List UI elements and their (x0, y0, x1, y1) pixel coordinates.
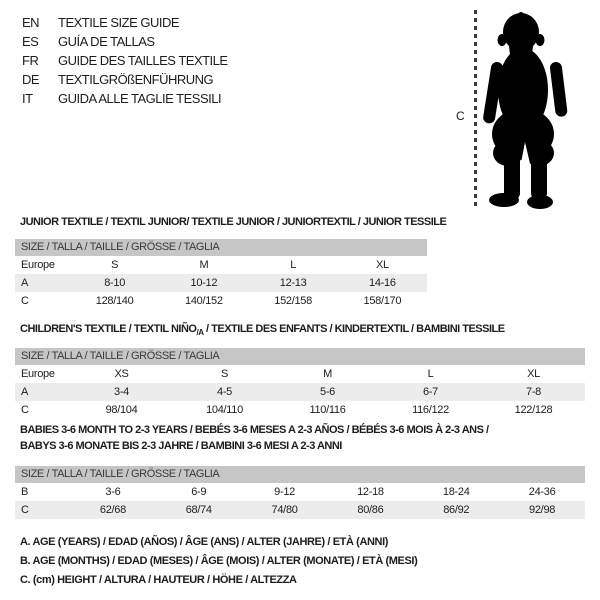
table-cell: 5-6 (320, 386, 335, 398)
language-label: GUÍA DE TALLAS (58, 34, 155, 49)
table-cell: 14-16 (369, 277, 396, 289)
table-cell: 98/104 (105, 404, 138, 416)
table-cell: 158/170 (363, 295, 402, 307)
table-cell: 6-7 (423, 386, 438, 398)
table-cell: 6-9 (191, 486, 207, 498)
row-label-cell: B (21, 486, 29, 498)
table-cell: M (199, 259, 209, 271)
table-row (15, 483, 585, 501)
footnote-b: B. AGE (MONTHS) / EDAD (MESES) / ÂGE (MOIS) / ALTER (MONATE) / ETÀ (MESI) (20, 555, 418, 567)
language-row (22, 32, 228, 51)
table-cell: 12-13 (279, 277, 307, 289)
table-cell: 3-4 (114, 386, 129, 398)
language-code: EN (22, 15, 40, 30)
row-label-cell: A (21, 386, 29, 398)
row-label-cell: A (21, 277, 29, 289)
junior-section-title: JUNIOR TEXTILE / TEXTIL JUNIOR/ TEXTILE JUNIOR / JUNIORTEXTIL / JUNIOR TESSILE (20, 216, 447, 228)
table-cell: 110/116 (309, 404, 346, 416)
table-cell: 18-24 (442, 486, 470, 498)
table-cell: 80/86 (357, 504, 384, 516)
size-header-bar: SIZE / TALLA / TAILLE / GRÖSSE / TAGLIA (15, 239, 427, 256)
table-cell: 9-12 (274, 486, 295, 498)
table-cell: XL (527, 368, 540, 380)
table-cell: 128/140 (95, 295, 134, 307)
language-label: GUIDA ALLE TAGLIE TESSILI (58, 91, 222, 106)
table-cell: M (323, 368, 332, 380)
table-cell: 62/68 (99, 504, 126, 516)
table-cell: 7-8 (526, 386, 541, 398)
language-row (22, 51, 228, 70)
table-row (15, 292, 427, 310)
babies-size-table (15, 466, 585, 519)
table-cell: 4-5 (217, 386, 232, 398)
junior-table (15, 256, 427, 310)
table-cell: 104/110 (206, 404, 243, 416)
table-cell: L (290, 259, 297, 271)
children-title-subscript: /A (196, 328, 204, 338)
table-row (15, 256, 427, 274)
language-list (22, 13, 228, 108)
language-label: GUIDE DES TAILLES TEXTILE (58, 53, 228, 68)
table-cell: 140/152 (185, 295, 223, 307)
children-title-text: CHILDREN'S TEXTILE / TEXTIL NIÑO (20, 323, 197, 335)
children-size-table (15, 348, 585, 419)
table-row (15, 501, 585, 519)
row-label-cell: Europe (21, 259, 55, 271)
table-cell: 116/122 (412, 404, 449, 416)
size-header-bar: SIZE / TALLA / TAILLE / GRÖSSE / TAGLIA (15, 348, 585, 365)
table-cell: S (220, 368, 229, 380)
language-code: IT (22, 91, 33, 106)
table-cell: 122/128 (514, 404, 553, 416)
size-header-bar: SIZE / TALLA / TAILLE / GRÖSSE / TAGLIA (15, 466, 585, 483)
language-code: FR (22, 53, 39, 68)
row-label-cell: C (21, 504, 29, 516)
children-section-title (20, 323, 505, 337)
children-table (15, 365, 585, 419)
row-label-cell: C (21, 404, 29, 416)
language-label: TEXTILE SIZE GUIDE (58, 15, 180, 30)
footnote-c: C. (cm) HEIGHT / ALTURA / HAUTEUR / HÖHE / ALTEZZA (20, 574, 297, 586)
row-label-cell: Europe (21, 368, 55, 380)
table-cell: 92/98 (529, 504, 556, 516)
junior-size-table (15, 239, 427, 310)
table-cell: 86/92 (443, 504, 470, 516)
footnote-a: A. AGE (YEARS) / EDAD (AÑOS) / ÂGE (ANS) / ALTER (JAHRE) / ETÀ (ANNI) (20, 536, 388, 548)
table-row (15, 365, 585, 383)
babies-section-title-line2: BABYS 3-6 MONATE BIS 2-3 JAHRE / BAMBINI 3-6 MESI A 2-3 ANNI (20, 440, 342, 452)
language-code: ES (22, 34, 39, 49)
table-cell: S (111, 259, 119, 271)
table-cell: XL (375, 259, 389, 271)
table-row (15, 401, 585, 419)
table-row (15, 274, 427, 292)
babies-section-title-line1: BABIES 3-6 MONTH TO 2-3 YEARS / BEBÉS 3-6 MESES A 2-3 AÑOS / BÉBÉS 3-6 MOIS À 2-3 ANS / (20, 424, 489, 436)
table-row (15, 383, 585, 401)
measure-c-label: C (456, 109, 465, 123)
footnote-list (20, 533, 417, 590)
table-cell: 68/74 (185, 504, 212, 516)
language-code: DE (22, 72, 40, 87)
table-cell: 12-18 (357, 486, 384, 498)
baby-silhouette-figure (452, 5, 600, 223)
row-label-cell: C (21, 295, 29, 307)
table-cell: 8-10 (104, 277, 126, 289)
language-row (22, 13, 228, 32)
language-row (22, 89, 228, 108)
language-label: TEXTILGRÖßENFÜHRUNG (58, 72, 214, 87)
table-cell: L (427, 368, 434, 380)
babies-table (15, 483, 585, 519)
table-cell: 3-6 (105, 486, 121, 498)
language-row (22, 70, 228, 89)
height-measure-line (474, 10, 477, 208)
baby-silhouette (481, 10, 573, 215)
table-cell: XS (114, 368, 129, 380)
table-cell: 152/158 (274, 295, 312, 307)
table-cell: 74/80 (271, 504, 298, 516)
children-title-text: / TEXTILE DES ENFANTS / KINDERTEXTIL / BAMBINI TESSILE (203, 323, 505, 335)
table-cell: 24-36 (528, 486, 556, 498)
table-cell: 10-12 (190, 277, 218, 289)
